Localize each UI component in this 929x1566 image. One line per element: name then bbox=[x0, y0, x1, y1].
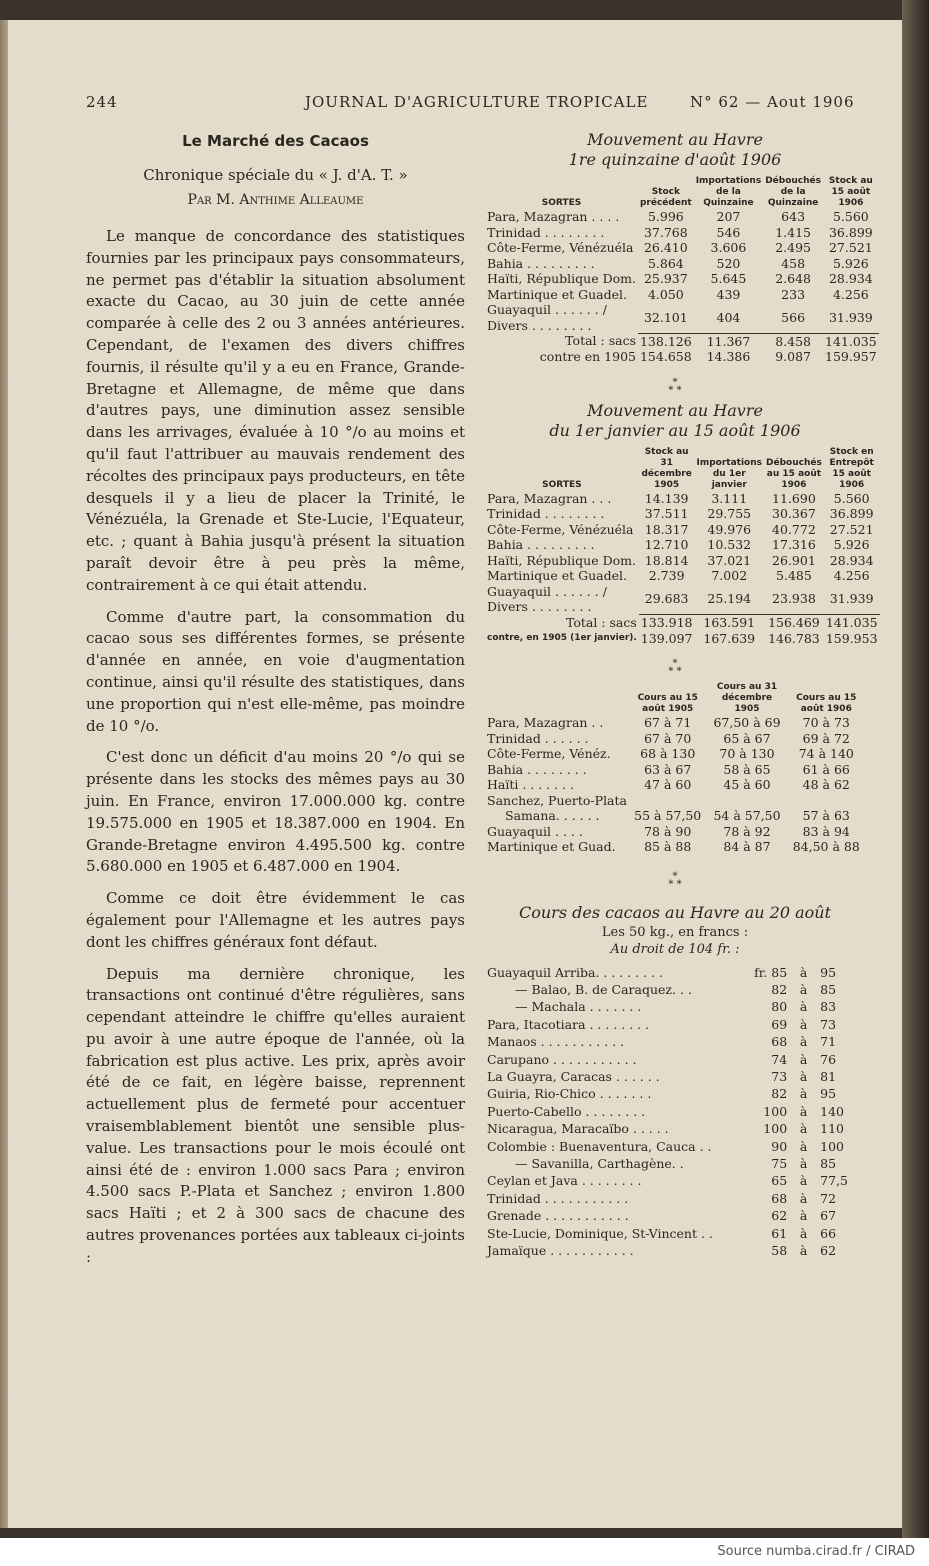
table-cell: — Balao, B. de Caraquez. . . bbox=[515, 981, 692, 997]
table-cell: 4.256 bbox=[833, 568, 870, 583]
table-cell: à bbox=[799, 964, 808, 980]
table-cell: 95 bbox=[820, 964, 837, 980]
table-row bbox=[485, 225, 879, 241]
separator-stars: * * * bbox=[668, 376, 682, 396]
table-cell: 61 à 66 bbox=[802, 761, 850, 777]
table-cell: 67 bbox=[820, 1208, 837, 1224]
table-cell: Haïti . . . . . . . bbox=[487, 777, 574, 792]
table-row bbox=[487, 982, 848, 997]
source-credit-bar bbox=[0, 1538, 929, 1566]
table-cell: Para, Mazagran . . . . bbox=[487, 209, 620, 224]
table-cell: à bbox=[799, 1086, 808, 1102]
table-cell: Manaos . . . . . . . . . . . bbox=[487, 1034, 625, 1050]
table-cell: Nicaragua, Maracaïbo . . . . . bbox=[487, 1121, 669, 1137]
table-cell: 48 à 62 bbox=[802, 777, 850, 792]
table-cell: 45 à 60 bbox=[723, 777, 771, 792]
table-cell: 85 à 88 bbox=[644, 839, 692, 854]
table-cell: 100 bbox=[763, 1103, 788, 1119]
table-cell: fr. 85 bbox=[754, 964, 788, 980]
paragraph: Le manque de concordance des statistiques fournies par les principaux pays consommateurs, ne permet pas d'établir la situation absolument exacte du Cacao, au 30 juin de cette année comparée à celle des 2 ou 3 années antérieures. Cependant, de l'examen des divers chiffres fournis, il résulte qu'il y a eu en France, Grande-Bretagne et Allemagne, de même que dans d'autres pays, une diminution assez sensible dans les arrivages, évaluée à 10 °/o au moins et qu'il faut l'attribuer au mauvais rendement des récoltes des principaux pays producteurs, en tête desquels il y a lieu de placer la Trinité, le Vénézuéla, la Grenade et Ste-Lucie, l'Equateur, etc. ; quant à Bahia jusqu'à présent la situation paraît devoir être à peu près la même, contrairement à ce qui était attendu. bbox=[86, 227, 465, 594]
table-cell: 643 bbox=[781, 209, 806, 224]
table-cell: 36.899 bbox=[828, 224, 873, 240]
prices-table bbox=[485, 963, 850, 1261]
table2-header: Stock en Entrepôt 15 août 1906 bbox=[829, 446, 874, 490]
table-cell: à bbox=[799, 1051, 808, 1067]
table-cell: 67,50 à 69 bbox=[713, 715, 781, 730]
table-cell: Para, Itacotiara . . . . . . . . bbox=[487, 1016, 650, 1032]
table-row bbox=[485, 715, 865, 731]
table-cell: 68 bbox=[771, 1190, 788, 1206]
table-cell: Trinidad . . . . . . . . bbox=[487, 506, 605, 521]
article-title: Le Marché des Cacaos bbox=[182, 132, 369, 150]
table-cell: 40.772 bbox=[772, 521, 816, 537]
table-cell: 146.783 bbox=[768, 630, 820, 646]
table-cell: 27.521 bbox=[828, 240, 873, 255]
table-row bbox=[485, 584, 880, 615]
table-cell: 31.939 bbox=[828, 309, 873, 325]
table-cell: 23.938 bbox=[772, 591, 816, 606]
table-cell: Haïti, République Dom. bbox=[487, 271, 636, 286]
table-cell: 74 bbox=[771, 1051, 788, 1067]
table-cell: 73 bbox=[771, 1068, 788, 1084]
table-cell: 71 bbox=[820, 1034, 837, 1050]
table-cell: 10.532 bbox=[707, 537, 752, 552]
table-cell: 61 bbox=[771, 1225, 788, 1241]
paragraph: Comme d'autre part, la consommation du cacao sous ses différentes formes, se présente d'année en année, en voie d'augmentation continue, ainsi qu'il résulte des statistiques, dans une proportion qui n'est elle-même, pas moindre de 10 °/o. bbox=[86, 607, 465, 735]
table-cell: 159.957 bbox=[825, 349, 877, 364]
table-cell: Colombie : Buenaventura, Cauca . . bbox=[487, 1138, 712, 1154]
table-cell: 36.899 bbox=[829, 506, 874, 521]
table-row bbox=[485, 793, 865, 809]
table-cell: 546 bbox=[716, 224, 741, 240]
prices-subtitle: Les 50 kg., en francs : bbox=[601, 924, 749, 940]
table-cell: Grenade . . . . . . . . . . . bbox=[487, 1208, 629, 1224]
table-cell: Para, Mazagran . . bbox=[487, 715, 604, 730]
table-cell: à bbox=[799, 1034, 808, 1050]
table-cell: 83 à 94 bbox=[802, 823, 850, 839]
article-column bbox=[86, 132, 465, 1279]
table-cell: Total : sacs bbox=[565, 614, 637, 630]
table-cell: Trinidad . . . . . . . . . . . bbox=[487, 1190, 629, 1206]
table-cell: 37.021 bbox=[707, 552, 752, 568]
table-cell: à bbox=[799, 1208, 808, 1224]
table-row bbox=[485, 271, 879, 287]
table2-header: SORTES bbox=[542, 479, 582, 490]
table-cell: 69 bbox=[771, 1016, 788, 1032]
table1 bbox=[485, 176, 879, 365]
table-cell: 141.035 bbox=[825, 333, 877, 349]
table-cell: 8.458 bbox=[763, 333, 823, 349]
table-cell: 14.386 bbox=[706, 349, 751, 364]
table-cell: 83 bbox=[820, 999, 837, 1015]
table-row bbox=[487, 965, 848, 980]
table-cell: 69 à 72 bbox=[802, 730, 850, 746]
table2-header: Débouchés au 15 août 1906 bbox=[766, 457, 822, 490]
table-cell: 520 bbox=[716, 255, 741, 271]
table-row bbox=[485, 568, 880, 584]
table-cell: 25.937 bbox=[643, 271, 688, 286]
table-cell: 133.918 bbox=[640, 615, 693, 630]
table-cell: Ceylan et Java . . . . . . . . bbox=[487, 1173, 642, 1189]
table2-header: Importations du 1er janvier bbox=[696, 457, 763, 490]
table-cell: 75 bbox=[771, 1155, 788, 1171]
table-cell: à bbox=[799, 1243, 808, 1258]
table-cell: 78 à 92 bbox=[723, 823, 771, 839]
table-cell: à bbox=[799, 1225, 808, 1241]
table-cell: 3.111 bbox=[711, 490, 748, 506]
table-cell: 58 à 65 bbox=[723, 761, 771, 777]
table-cell: 65 à 67 bbox=[723, 730, 771, 746]
table-cell: 167.639 bbox=[703, 630, 756, 646]
book-edge bbox=[902, 0, 929, 1538]
table-row bbox=[487, 999, 848, 1014]
table-cell: à bbox=[799, 1155, 808, 1171]
table-cell: 5.926 bbox=[833, 537, 870, 552]
table-row bbox=[485, 240, 879, 256]
table-cell: 110 bbox=[820, 1121, 845, 1137]
table-cell: 85 bbox=[820, 1155, 837, 1171]
table-cell: 70 à 73 bbox=[802, 715, 850, 730]
table-cell: 31.939 bbox=[829, 591, 874, 606]
separator-stars: * * * bbox=[668, 658, 682, 677]
table-row bbox=[487, 1052, 848, 1067]
table-cell: Carupano . . . . . . . . . . . bbox=[487, 1051, 637, 1067]
table-cell: 73 bbox=[820, 1016, 837, 1032]
table1-subtitle: 1re quinzaine d'août 1906 bbox=[568, 150, 782, 169]
table-cell: 37.511 bbox=[644, 506, 689, 521]
table-cell: Bahia . . . . . . . . . bbox=[487, 537, 595, 552]
table-row bbox=[487, 1086, 848, 1101]
table-cell: Para, Mazagran . . . bbox=[487, 490, 612, 506]
table-row bbox=[487, 1121, 848, 1136]
table-cell: 80 bbox=[771, 999, 788, 1015]
table1-header: SORTES bbox=[541, 198, 582, 208]
table-cell: 55 à 57,50 bbox=[634, 808, 702, 823]
table-cell: 4.256 bbox=[832, 286, 869, 302]
table-row bbox=[485, 506, 880, 522]
table-cell: 28.934 bbox=[829, 552, 874, 568]
table-cell: 5.864 bbox=[647, 255, 684, 271]
table-cell: 63 à 67 bbox=[644, 761, 692, 777]
tables-column bbox=[485, 130, 878, 1260]
table-cell: Martinique et Guadel. bbox=[487, 568, 627, 583]
table1-header: Stock au 15 août 1906 bbox=[828, 176, 873, 208]
table-cell: 17.316 bbox=[772, 537, 816, 552]
table-prev-row bbox=[485, 349, 879, 365]
table-cell: Bahia . . . . . . . . bbox=[487, 761, 587, 777]
table-cell: 140 bbox=[820, 1103, 845, 1119]
table-row bbox=[485, 553, 880, 569]
table-cell: Trinidad . . . . . . bbox=[487, 730, 589, 746]
table-cell: 156.469 bbox=[764, 615, 824, 631]
table-cell: 207 bbox=[716, 209, 741, 224]
table-cell: Martinique et Guadel. bbox=[487, 286, 627, 302]
table-cell: 233 bbox=[781, 286, 806, 302]
table-cell: 404 bbox=[716, 309, 741, 325]
prices-title: Cours des cacaos au Havre au 20 août bbox=[518, 902, 831, 922]
table-cell: Puerto-Cabello . . . . . . . . bbox=[487, 1103, 646, 1119]
article-chronicle: Chronique spéciale du « J. d'A. T. » bbox=[143, 166, 408, 184]
table-cell: Guayaquil . . . . bbox=[487, 823, 583, 839]
table-cell: 67 à 71 bbox=[644, 715, 692, 730]
table-cell: 58 bbox=[771, 1243, 788, 1258]
table-cell: 49.976 bbox=[707, 521, 752, 537]
table-cell: Côte-Ferme, Vénézuéla bbox=[487, 240, 634, 255]
table-cell: à bbox=[799, 1121, 808, 1137]
table-row bbox=[487, 1243, 848, 1258]
table-cell: 68 bbox=[771, 1034, 788, 1050]
table3 bbox=[485, 682, 865, 855]
table-cell: 29.755 bbox=[707, 506, 752, 521]
table-row bbox=[487, 1173, 848, 1188]
table-cell: Guiria, Rio-Chico . . . . . . . bbox=[487, 1086, 652, 1102]
table-cell: 154.658 bbox=[639, 349, 692, 364]
table-cell: à bbox=[799, 1016, 808, 1032]
journal-title: JOURNAL D'AGRICULTURE TROPICALE bbox=[305, 93, 649, 111]
table-cell: 62 bbox=[771, 1208, 788, 1224]
table-cell: 25.194 bbox=[707, 591, 752, 606]
table1-header: Stock précédent bbox=[639, 187, 692, 208]
table-cell: 78 à 90 bbox=[644, 823, 692, 839]
prices-duty: Au droit de 104 fr. : bbox=[610, 941, 740, 957]
table1-header: Importations de la Quinzaine bbox=[695, 176, 762, 208]
table-row bbox=[487, 1156, 848, 1171]
table-row bbox=[487, 1226, 848, 1241]
table-cell: 4.050 bbox=[647, 286, 684, 302]
table2-title: Mouvement au Havre bbox=[587, 400, 763, 420]
table-row bbox=[487, 1139, 848, 1154]
table-cell: 11.367 bbox=[694, 333, 764, 349]
table-cell bbox=[788, 793, 865, 809]
table-row bbox=[485, 537, 880, 553]
table-cell: 70 à 130 bbox=[719, 746, 775, 761]
table-cell: — Machala . . . . . . . bbox=[515, 999, 642, 1015]
table-cell: 139.097 bbox=[640, 630, 693, 646]
page-number: 244 bbox=[86, 93, 118, 111]
table-row bbox=[485, 746, 865, 762]
table-cell: 72 bbox=[820, 1190, 837, 1206]
separator-stars: * * * bbox=[668, 870, 682, 890]
table-row bbox=[485, 762, 865, 778]
table-cell: 5.560 bbox=[832, 209, 869, 224]
table-cell: Haïti, République Dom. bbox=[487, 552, 636, 568]
table-cell: à bbox=[799, 999, 808, 1015]
table-cell: 90 bbox=[771, 1138, 788, 1154]
table-cell: 30.367 bbox=[772, 506, 816, 521]
table-row bbox=[485, 287, 879, 303]
table-cell: 84 à 87 bbox=[723, 839, 771, 854]
table-cell: Trinidad . . . . . . . . bbox=[487, 224, 605, 240]
paragraph: C'est donc un déficit d'au moins 20 °/o qui se présente dans les stocks des mêmes pays au 30 juin. En France, environ 17.000.000 kg. contre 19.575.000 en 1905 et 18.387.000 en 1904. En Grande-Bretagne environ 4.495.500 kg. contre 5.680.000 en 1905 et 6.487.000 en 1904. bbox=[86, 748, 465, 876]
table-cell: 85 bbox=[820, 981, 837, 997]
table-cell: 76 bbox=[820, 1051, 837, 1067]
table-cell: 2.739 bbox=[648, 568, 685, 583]
table-cell: 65 bbox=[771, 1173, 788, 1189]
table-cell: Guayaquil Arriba. . . . . . . . . bbox=[487, 964, 664, 980]
table1-header: Débouchés de la Quinzaine bbox=[765, 176, 822, 208]
table-cell: à bbox=[799, 1190, 808, 1206]
table2-header: Stock au 31 décembre 1905 bbox=[641, 446, 692, 490]
table-cell: Guayaquil . . . . . . / Divers . . . . . . . . bbox=[487, 583, 607, 614]
table-cell: 458 bbox=[781, 255, 806, 271]
table-cell: Côte-Ferme, Vénézuéla bbox=[487, 521, 634, 537]
table-cell: 5.645 bbox=[710, 271, 747, 286]
table-cell: 26.901 bbox=[772, 552, 816, 568]
table-total-row bbox=[485, 333, 879, 349]
issue-number: N° 62 — Aout 1906 bbox=[690, 93, 855, 111]
table-cell: 566 bbox=[781, 309, 806, 325]
table-total-row bbox=[485, 615, 880, 631]
table-cell: à bbox=[799, 1068, 808, 1084]
table-cell: 3.606 bbox=[710, 240, 747, 255]
table-prev-row bbox=[485, 631, 880, 647]
table3-header: Cours au 15 août 1906 bbox=[796, 693, 857, 714]
table-cell: 66 bbox=[820, 1225, 837, 1241]
table-row bbox=[485, 839, 865, 855]
table-cell: 439 bbox=[716, 286, 741, 302]
table-row bbox=[485, 522, 880, 538]
table-row bbox=[485, 302, 879, 333]
table-cell: Jamaïque . . . . . . . . . . . bbox=[487, 1243, 634, 1258]
table-cell: 81 bbox=[820, 1068, 837, 1084]
table3-header: Cours au 31 décembre 1905 bbox=[716, 682, 778, 714]
table3-header bbox=[485, 682, 629, 715]
table-cell: à bbox=[799, 981, 808, 997]
table-row bbox=[485, 491, 880, 507]
table-row bbox=[487, 1034, 848, 1049]
table-cell: 26.410 bbox=[643, 240, 688, 255]
table-cell: Sanchez, Puerto-Plata bbox=[487, 792, 627, 808]
table-cell: 62 bbox=[820, 1243, 837, 1258]
table-cell: 27.521 bbox=[829, 521, 874, 537]
table-cell: 14.139 bbox=[644, 490, 689, 506]
table-row bbox=[487, 1208, 848, 1223]
table-cell bbox=[629, 793, 706, 809]
table-cell: Martinique et Guad. bbox=[487, 839, 616, 854]
table-cell: 7.002 bbox=[711, 568, 748, 583]
table-row bbox=[485, 824, 865, 840]
table-cell: 95 bbox=[820, 1086, 837, 1102]
source-credit: Source numba.cirad.fr / CIRAD bbox=[717, 1544, 915, 1559]
table-cell: 9.087 bbox=[775, 349, 811, 364]
table-cell: à bbox=[799, 1138, 808, 1154]
table-cell: 47 à 60 bbox=[644, 777, 692, 792]
table-cell: 77,5 bbox=[820, 1173, 848, 1189]
table-cell: — Savanilla, Carthagène. . bbox=[515, 1155, 684, 1171]
table-cell: à bbox=[799, 1173, 808, 1189]
table-cell: 68 à 130 bbox=[640, 746, 696, 761]
table-cell: 163.591 bbox=[695, 615, 765, 631]
table-cell: 37.768 bbox=[643, 224, 688, 240]
table-cell: 12.710 bbox=[644, 537, 689, 552]
table-cell: 18.317 bbox=[644, 521, 689, 537]
table-cell: 82 bbox=[771, 981, 788, 997]
table-cell: Bahia . . . . . . . . . bbox=[487, 255, 595, 271]
table-row bbox=[487, 1069, 848, 1084]
table-cell: 84,50 à 88 bbox=[792, 839, 860, 854]
table-cell: Samana. . . . . . bbox=[505, 808, 600, 823]
table-cell: 5.996 bbox=[647, 209, 684, 224]
table-cell: Guayaquil . . . . . . / Divers . . . . . . . . bbox=[487, 302, 607, 333]
table-cell: 5.485 bbox=[776, 568, 812, 583]
table-cell: 82 bbox=[771, 1086, 788, 1102]
table-cell: Total : sacs bbox=[565, 333, 636, 349]
table-cell: contre, en 1905 (1er janvier). bbox=[487, 632, 637, 643]
table1-title: Mouvement au Havre bbox=[587, 130, 763, 149]
table-row bbox=[487, 1104, 848, 1119]
table-cell: 2.648 bbox=[775, 271, 811, 286]
table-cell: 32.101 bbox=[643, 309, 688, 325]
table-cell: 100 bbox=[820, 1138, 845, 1154]
table-row bbox=[487, 1191, 848, 1206]
paragraph: Depuis ma dernière chronique, les transactions ont continué d'être régulières, sans cependant atteindre le chiffre qu'elles auraient pu avoir à une autre époque de l'année, où la fabrication est plus active. Les prix, après avoir été de ce fait, en légère baisse, reprennent actuellement plus de fermeté pour accentuer vraisemblablement bientôt une sensible plus-value. Les transactions pour le mois écoulé ont ainsi été de : environ 1.000 sacs Para ; environ 4.500 sacs P.-Plata et Sanchez ; environ 1.800 sacs Haïti ; et 2 à 300 sacs de chacune des autres provenances portées aux tableaux ci-joints : bbox=[86, 964, 465, 1266]
table-cell: 1.415 bbox=[775, 224, 811, 240]
paragraph: Comme ce doit être évidemment le cas également pour l'Allemagne et les autres pays dont les chiffres généraux font défaut. bbox=[86, 889, 465, 951]
table-cell: 138.126 bbox=[639, 333, 692, 349]
table-cell: 29.683 bbox=[644, 591, 689, 606]
table2-subtitle: du 1er janvier au 15 août 1906 bbox=[549, 420, 801, 440]
table-cell: 57 à 63 bbox=[802, 808, 850, 823]
table-cell: 28.934 bbox=[828, 271, 873, 286]
table-cell: 2.495 bbox=[775, 240, 811, 255]
table-cell: 159.953 bbox=[825, 630, 878, 646]
table-cell: Ste-Lucie, Dominique, St-Vincent . . bbox=[487, 1225, 713, 1241]
table-cell: 11.690 bbox=[772, 490, 816, 506]
table-cell: 100 bbox=[763, 1121, 788, 1137]
table-cell: 5.560 bbox=[833, 490, 870, 506]
table-cell: 54 à 57,50 bbox=[713, 808, 781, 823]
table-cell: 18.814 bbox=[644, 552, 689, 568]
table-cell: 5.926 bbox=[832, 255, 869, 271]
table-row bbox=[485, 777, 865, 793]
table3-header: Cours au 15 août 1905 bbox=[637, 693, 698, 714]
table-cell: 141.035 bbox=[825, 615, 878, 630]
table-cell: Côte-Ferme, Vénéz. bbox=[487, 746, 611, 761]
table-row bbox=[487, 1017, 848, 1032]
table-cell: contre en 1905 bbox=[539, 349, 636, 364]
table-cell: à bbox=[799, 1103, 808, 1119]
article-author: Par M. Anthime Alleaume bbox=[187, 192, 364, 208]
table-row bbox=[485, 808, 865, 824]
table-cell: La Guayra, Caracas . . . . . . bbox=[487, 1068, 660, 1084]
table-row bbox=[485, 731, 865, 747]
table-cell: 74 à 140 bbox=[798, 746, 854, 761]
table-cell bbox=[706, 793, 787, 809]
table-row bbox=[485, 256, 879, 272]
table-cell: 67 à 70 bbox=[644, 730, 692, 746]
table2 bbox=[485, 447, 880, 647]
table-row bbox=[485, 209, 879, 225]
